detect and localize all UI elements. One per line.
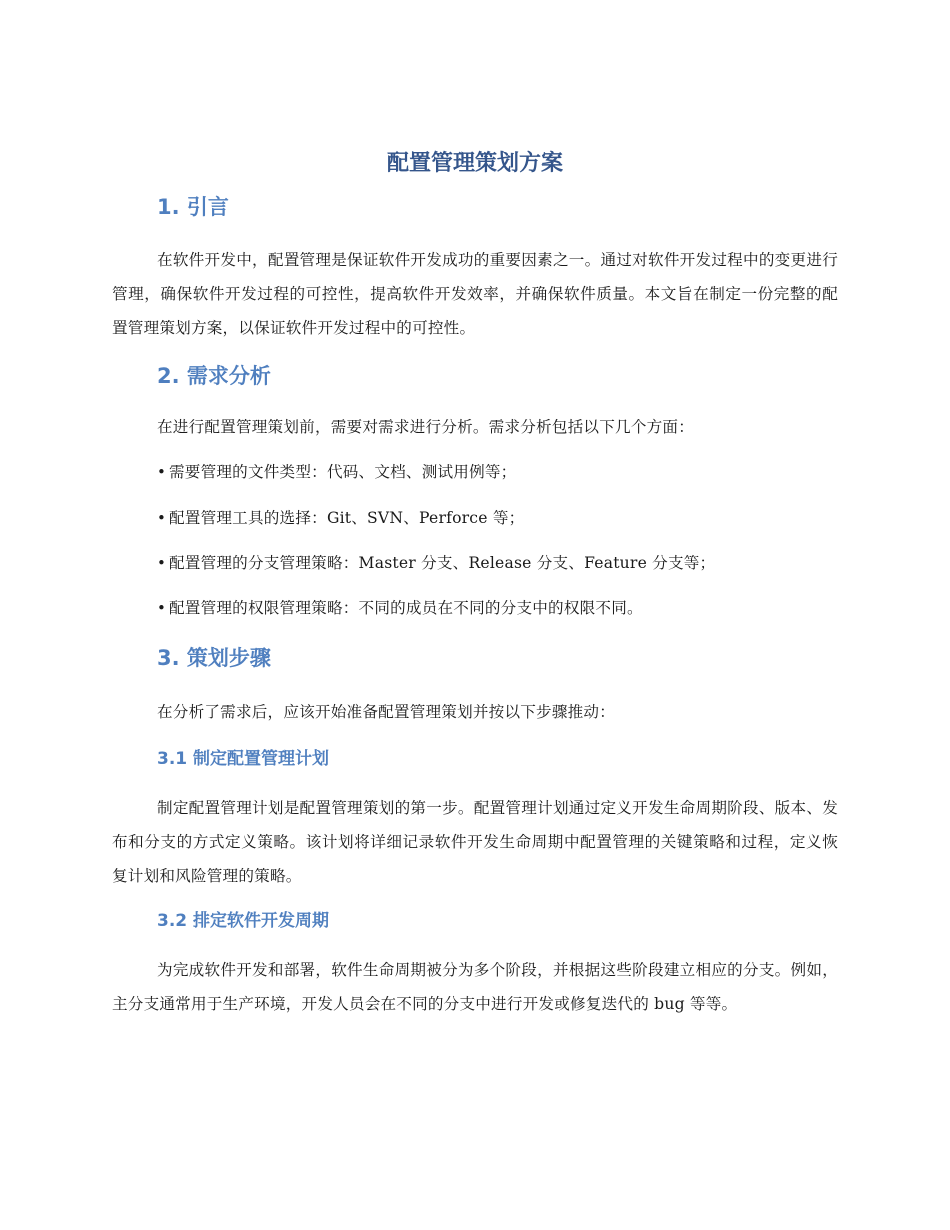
list-item (157, 593, 643, 623)
list-item (157, 503, 524, 533)
section-heading-requirements: 2. 需求分析 (157, 364, 271, 388)
bullet-icon: • (157, 599, 167, 617)
bullet-icon: • (157, 554, 167, 572)
bullet-icon: • (157, 509, 167, 527)
list-item (157, 548, 715, 578)
subsection-heading-plan: 3.1 制定配置管理计划 (157, 749, 330, 769)
section-heading-intro: 1. 引言 (157, 195, 229, 219)
subsection-heading-cycle: 3.2 排定软件开发周期 (157, 911, 330, 931)
list-item-text: 配置管理的分支管理策略：Master 分支、Release 分支、Feature 分支等； (169, 554, 716, 572)
list-item (157, 457, 516, 487)
plan-paragraph: 制定配置管理计划是配置管理策划的第一步。配置管理计划通过定义开发生命周期阶段、版本、发布和分支的方式定义策略。该计划将详细记录软件开发生命周期中配置管理的关键策略和过程，定义恢复计划和风险管理的策略。 (112, 799, 838, 885)
section-heading-steps: 3. 策划步骤 (157, 646, 271, 670)
bullet-icon: • (157, 463, 167, 481)
document-title: 配置管理策划方案 (386, 151, 563, 176)
list-item-text: 需要管理的文件类型：代码、文档、测试用例等； (169, 463, 517, 481)
list-item-text: 配置管理工具的选择：Git、SVN、Perforce 等； (169, 509, 525, 527)
list-item-text: 配置管理的权限管理策略：不同的成员在不同的分支中的权限不同。 (169, 599, 643, 617)
steps-lead: 在分析了需求后，应该开始准备配置管理策划并按以下步骤推动： (157, 703, 616, 721)
intro-paragraph: 在软件开发中，配置管理是保证软件开发成功的重要因素之一。通过对软件开发过程中的变更进行管理，确保软件开发过程的可控性，提高软件开发效率，并确保软件质量。本文旨在制定一份完整的配置管理策划方案，以保证软件开发过程中的可控性。 (112, 251, 838, 337)
cycle-paragraph: 为完成软件开发和部署，软件生命周期被分为多个阶段，并根据这些阶段建立相应的分支。例如，主分支通常用于生产环境，开发人员会在不同的分支中进行开发或修复迭代的 bug 等等。 (112, 961, 838, 1013)
requirements-lead: 在进行配置管理策划前，需要对需求进行分析。需求分析包括以下几个方面： (157, 418, 694, 436)
